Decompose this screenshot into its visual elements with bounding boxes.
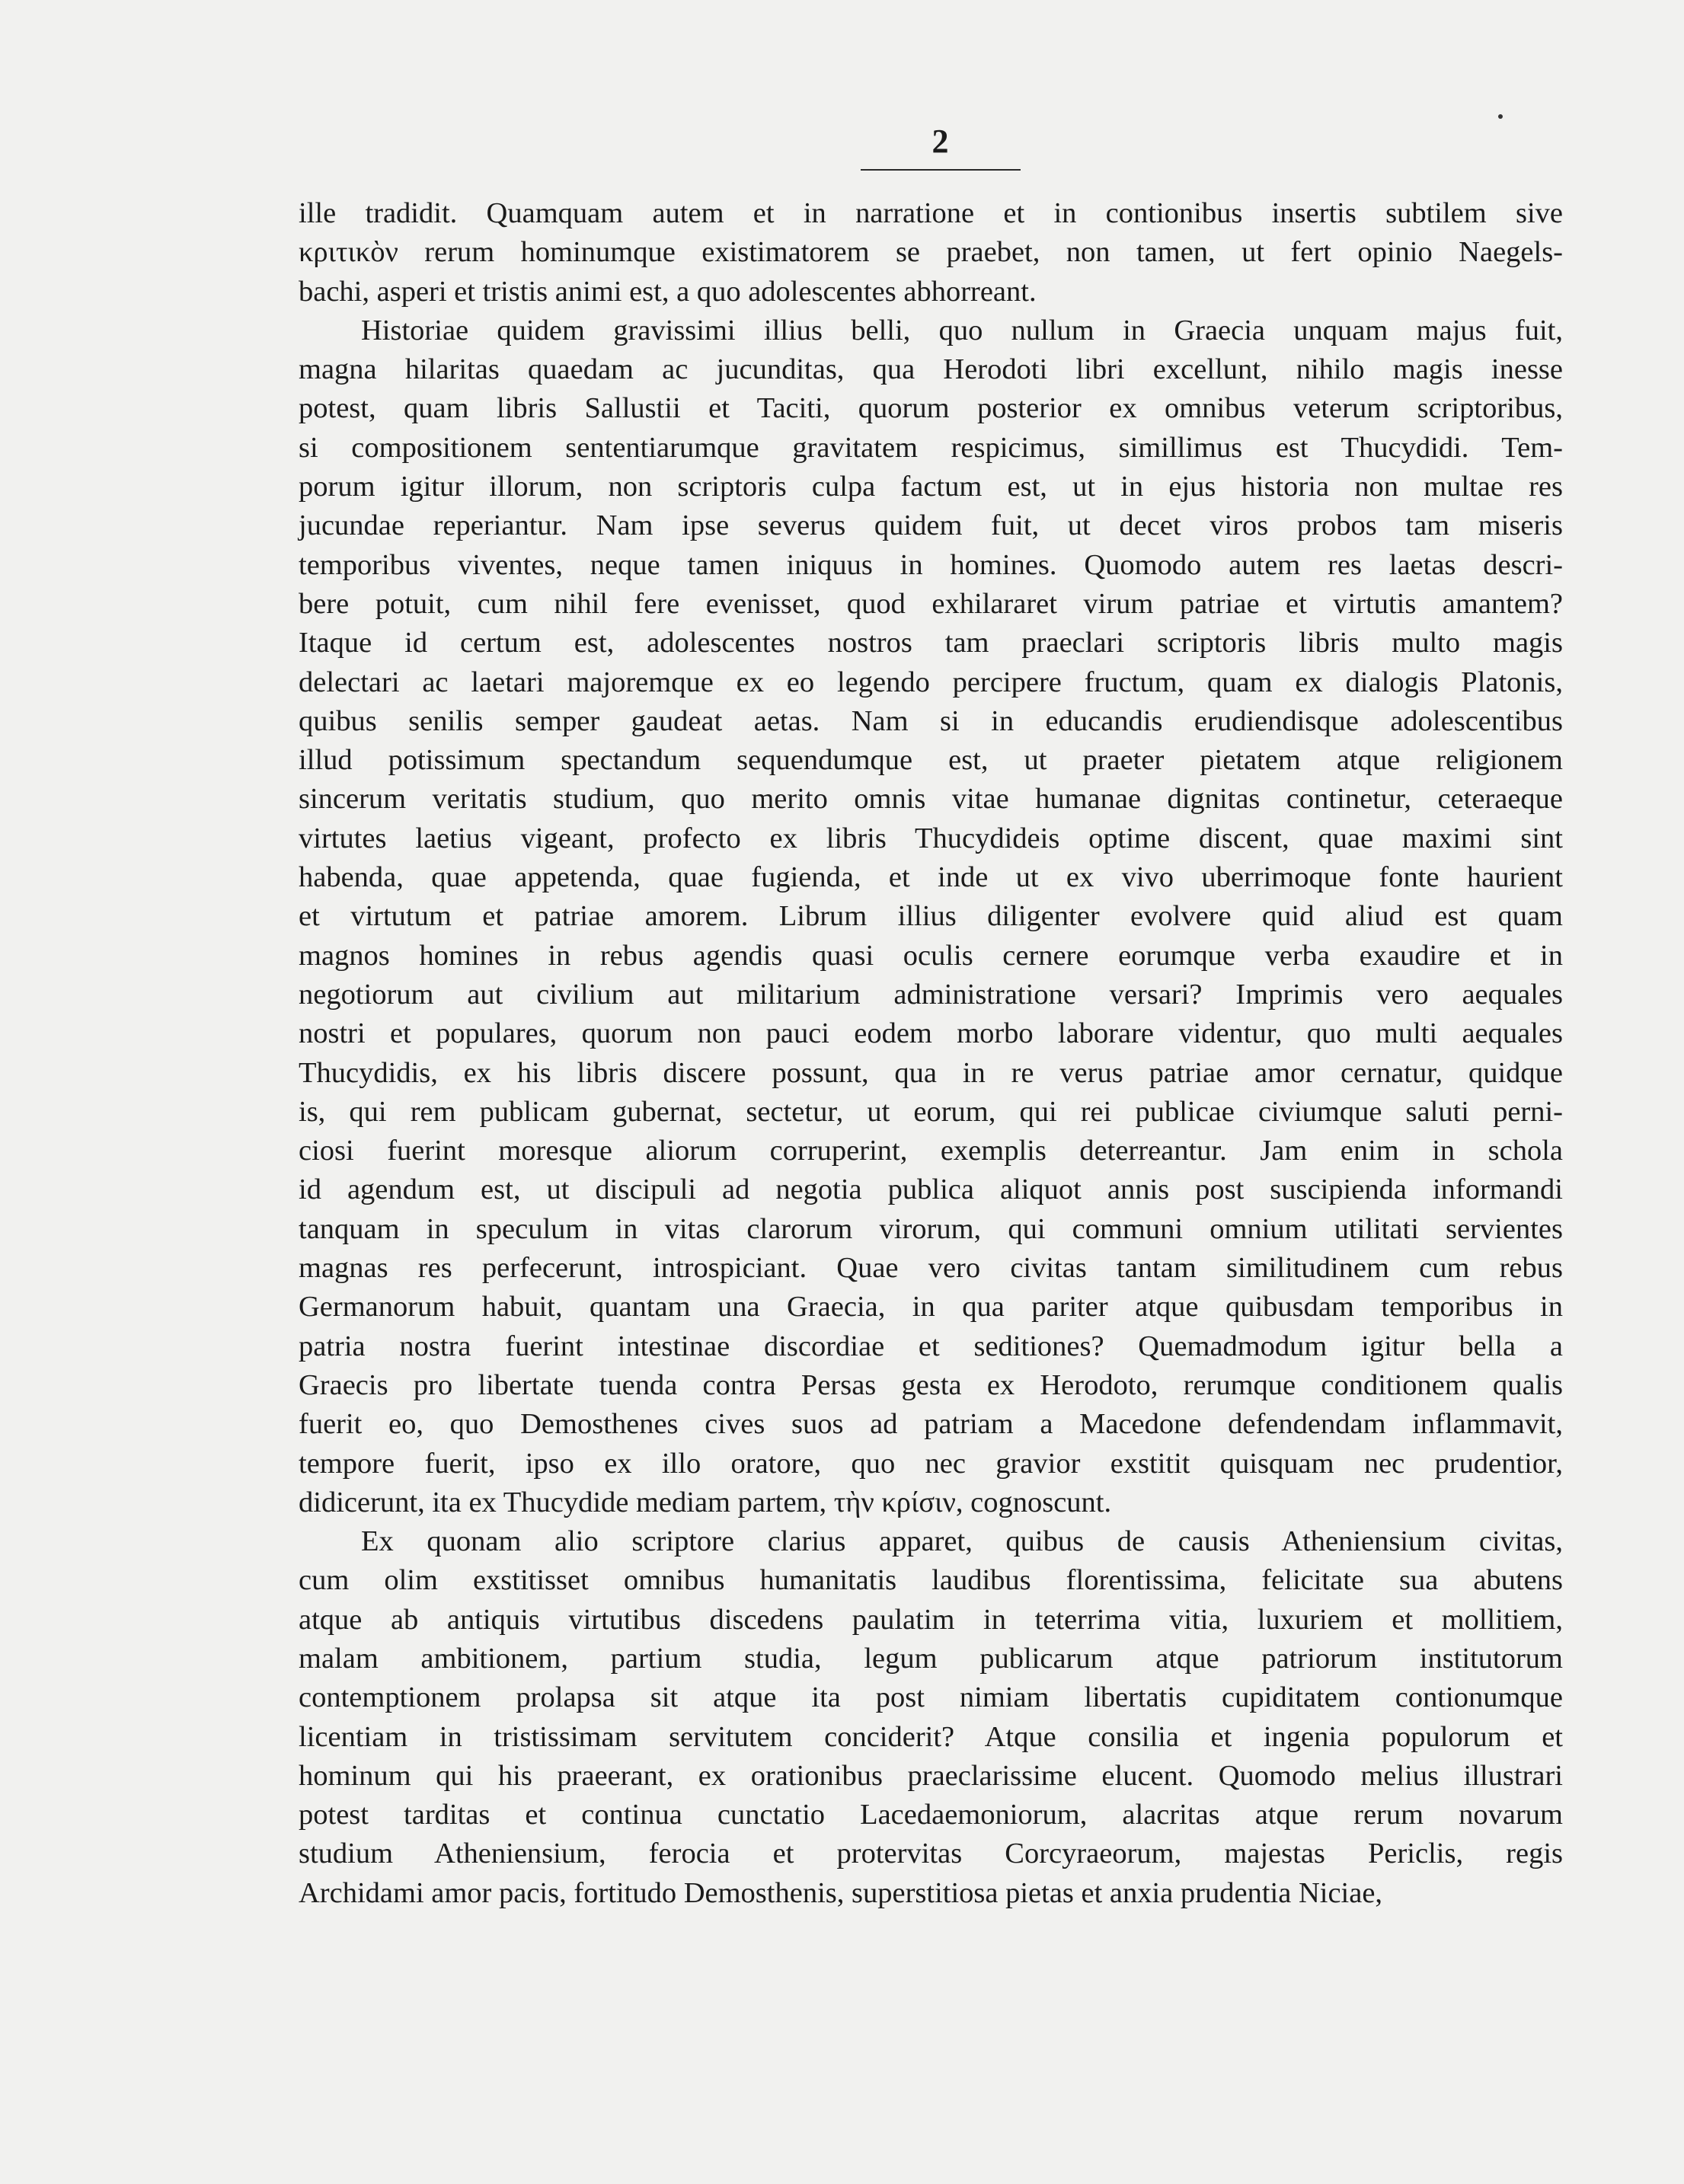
- text-line: bere potuit, cum nihil fere evenisset, quod exhilararet virum patriae et virtutis amantem?: [299, 587, 1563, 620]
- text-line: id agendum est, ut discipuli ad negotia publica aliquot annis post suscipienda informandi: [299, 1173, 1563, 1206]
- text-line: potest, quam libris Sallustii et Taciti, quorum posterior ex omnibus veterum scriptoribus,: [299, 392, 1563, 425]
- page-number: 2: [931, 123, 950, 160]
- text-line: virtutes laetius vigeant, profecto ex libris Thucydideis optime discent, quae maximi sint: [299, 822, 1563, 854]
- text-line: habenda, quae appetenda, quae fugienda, et inde ut ex vivo uberrimoque fonte haurient: [299, 861, 1563, 894]
- text-line: negotiorum aut civilium aut militarium administratione versari? Imprimis vero aequales: [299, 978, 1563, 1011]
- text-line: malam ambitionem, partium studia, legum publicarum atque patriorum institutorum: [299, 1642, 1563, 1675]
- text-line: ille tradidit. Quamquam autem et in narratione et in contionibus insertis subtilem sive: [299, 197, 1563, 229]
- text-line: hominum qui his praeerant, ex orationibus praeclarissime elucent. Quomodo melius illustrari: [299, 1759, 1563, 1792]
- text-line: sincerum veritatis studium, quo merito omnis vitae humanae dignitas continetur, ceteraeque: [299, 783, 1563, 816]
- page-number-rule: [861, 169, 1021, 171]
- text-line: jucundae reperiantur. Nam ipse severus quidem fuit, ut decet viros probos tam miseris: [299, 509, 1563, 542]
- text-line: magna hilaritas quaedam ac jucunditas, qua Herodoti libri excellunt, nihilo magis inesse: [299, 353, 1563, 386]
- text-line: Ex quonam alio scriptore clarius apparet, quibus de causis Atheniensium civitas,: [361, 1525, 1563, 1558]
- text-line: κριτικὸν rerum hominumque existimatorem se praebet, non tamen, ut fert opinio Naegels-: [299, 236, 1563, 269]
- text-line: patria nostra fuerint intestinae discordiae et seditiones? Quemadmodum igitur bella a: [299, 1330, 1563, 1362]
- text-line: tanquam in speculum in vitas clarorum virorum, qui communi omnium utilitati servientes: [299, 1212, 1563, 1245]
- text-line: potest tarditas et continua cunctatio Lacedaemoniorum, alacritas atque rerum novarum: [299, 1799, 1563, 1831]
- text-line: temporibus viventes, neque tamen iniquus in homines. Quomodo autem res laetas descri-: [299, 548, 1563, 581]
- text-line: quibus senilis semper gaudeat aetas. Nam si in educandis erudiendisque adolescentibus: [299, 704, 1563, 737]
- text-line: ciosi fuerint moresque aliorum corruperint, exemplis deterreantur. Jam enim in schola: [299, 1135, 1563, 1167]
- text-line: et virtutum et patriae amorem. Librum illius diligenter evolvere quid aliud est quam: [299, 900, 1563, 933]
- text-line: fuerit eo, quo Demosthenes cives suos ad patriam a Macedone defendendam inflammavit,: [299, 1408, 1563, 1441]
- paragraph-1: [299, 194, 1563, 311]
- paragraph-2: [299, 311, 1563, 1522]
- text-line: Itaque id certum est, adolescentes nostros tam praeclari scriptoris libris multo magis: [299, 627, 1563, 659]
- text-line: atque ab antiquis virtutibus discedens paulatim in teterrima vitia, luxuriem et mollitiem,: [299, 1603, 1563, 1636]
- text-line: Thucydidis, ex his libris discere possunt, qua in re verus patriae amor cernatur, quidque: [299, 1056, 1563, 1089]
- text-line: delectari ac laetari majoremque ex eo legendo percipere fructum, quam ex dialogis Platonis,: [299, 666, 1563, 698]
- text-line: si compositionem sententiarumque gravitatem respicimus, simillimus est Thucydidi. Tem-: [299, 431, 1563, 464]
- paragraph-3: [299, 1522, 1563, 1913]
- text-line: Archidami amor pacis, fortitudo Demosthenis, superstitiosa pietas et anxia prudentia Niciae,: [299, 1876, 1383, 1909]
- text-line: licentiam in tristissimam servitutem conciderit? Atque consilia et ingenia populorum et: [299, 1720, 1563, 1753]
- text-line: bachi, asperi et tristis animi est, a quo adolescentes abhorreant.: [299, 275, 1037, 308]
- text-line: Germanorum habuit, quantam una Graecia, in qua pariter atque quibusdam temporibus in: [299, 1291, 1563, 1323]
- text-line: tempore fuerit, ipso ex illo oratore, quo nec gravior exstitit quisquam nec prudentior,: [299, 1447, 1563, 1480]
- text-line: Historiae quidem gravissimi illius belli, quo nullum in Graecia unquam majus fuit,: [361, 314, 1563, 346]
- text-line: contemptionem prolapsa sit atque ita post nimiam libertatis cupiditatem contionumque: [299, 1681, 1563, 1714]
- text-line: didicerunt, ita ex Thucydide mediam partem, τὴν κρίσιν, cognoscunt.: [299, 1486, 1112, 1518]
- text-line: magnos homines in rebus agendis quasi oculis cernere eorumque verba exaudire et in: [299, 939, 1563, 972]
- text-line: illud potissimum spectandum sequendumque est, ut praeter pietatem atque religionem: [299, 744, 1563, 777]
- text-line: studium Atheniensium, ferocia et protervitas Corcyraeorum, majestas Periclis, regis: [299, 1838, 1563, 1870]
- text-body: [299, 194, 1563, 1913]
- text-line: cum olim exstitisset omnibus humanitatis laudibus florentissima, felicitate sua abutens: [299, 1564, 1563, 1597]
- text-line: magnas res perfecerunt, introspiciant. Quae vero civitas tantam similitudinem cum rebus: [299, 1252, 1563, 1285]
- text-line: porum igitur illorum, non scriptoris culpa factum est, ut in ejus historia non multae res: [299, 471, 1563, 503]
- text-line: nostri et populares, quorum non pauci eodem morbo laborare videntur, quo multi aequales: [299, 1017, 1563, 1050]
- text-line: is, qui rem publicam gubernat, sectetur, ut eorum, qui rei publicae civiumque saluti perni-: [299, 1095, 1563, 1128]
- margin-speck: [1498, 114, 1503, 119]
- text-line: Graecis pro libertate tuenda contra Persas gesta ex Herodoto, rerumque conditionem qualis: [299, 1368, 1563, 1401]
